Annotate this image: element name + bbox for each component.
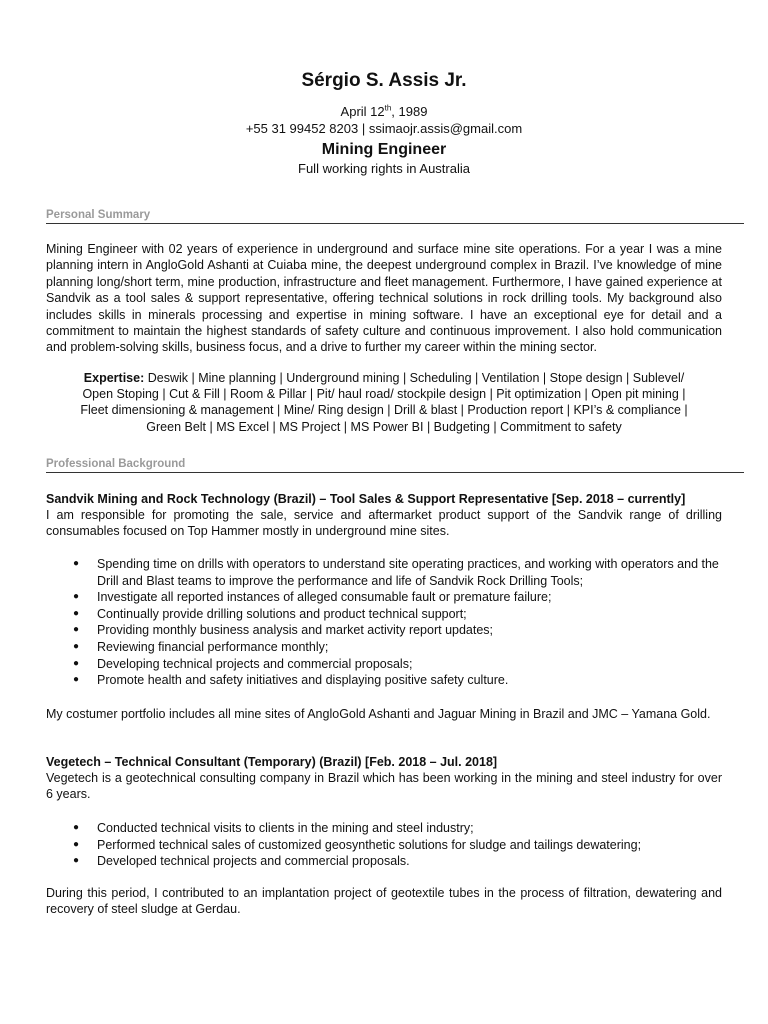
list-item-text: Investigate all reported instances of alleged consumable fault or premature failure; [97,590,552,605]
list-item [46,606,724,623]
bullet-icon: ● [73,640,80,652]
dob-year: , 1989 [391,104,428,119]
list-item-text: Developing technical projects and commercial proposals; [97,656,413,671]
dob-month-day: April 12 [340,104,385,119]
list-item-text: Conducted technical visits to clients in the mining and steel industry; [97,821,474,835]
list-item-text: Providing monthly business analysis and market activity report updates; [97,623,494,638]
job-bullets-sandvik [46,556,724,689]
job-bullets-vegetech [46,820,724,870]
list-item-text: Developed technical projects and commercial proposals. [97,854,410,869]
bullet-icon: ● [73,607,80,619]
list-item-text: Spending time on drills with operators to understand site operating practices, and working with operators and the Drill and Blast teams to improve the performance and life of Sandvik Rock Drilling Tools; [97,557,719,588]
bullet-icon: ● [73,822,80,833]
resume-header [0,68,768,178]
bullet-icon: ● [73,674,80,686]
dob-suffix: th [384,103,392,113]
job-outro-sandvik: My costumer portfolio includes all mine sites of AngloGold Ashanti and Jaguar Mining in Brazil and JMC – Yamana Gold. [46,707,711,721]
list-item [46,820,724,837]
expertise-items: Deswik | Mine planning | Underground mining | Scheduling | Ventilation | Stope design | Sublevel/ Open Stoping | Cut & Fill | Room & Pillar | Pit/ haul road/ stockpile design | Pit optimization | Open pit mining | Fleet dimensioning & management | Mine/ Ring design | Drill & blast | Production report | KPI’s & compliance | Green Belt | MS Excel | MS Project | MS Power BI | Budgeting | Commitment to safety [80,371,688,434]
bullet-icon: ● [73,624,80,636]
summary-paragraph: Mining Engineer with 02 years of experience in underground and surface mine site operations. For a year I was a mine planning intern in AngloGold Ashanti at Cuiaba mine, the deepest underground complex in Brazil. I’ve knowledge of mine planning long/short term, mine production, infrastructure and fleet management. Furthermore, I have gained experience at Sandvik as a tool sales & support representative, offering technical solutions in rock drilling tools. My background also includes skills in minerals processing and expertise in mining software. I have an exceptional eye for detail and a commitment to maintain the highest standards of safety culture and continuous improvement. I also hold communication and problem-solving skills, business focus, and a drive to further my career within the mining sector. [46,242,722,355]
list-item-text: Performed technical sales of customized geosynthetic solutions for sludge and tailings dewatering; [97,837,642,852]
contact-info: +55 31 99452 8203 | ssimaojr.assis@gmail.com [245,121,523,136]
list-item [46,556,724,589]
bullet-icon: ● [73,591,80,603]
date-of-birth [0,104,768,120]
list-item [46,672,724,689]
bullet-icon: ● [73,558,80,569]
section-title-professional-background: Professional Background [46,457,744,473]
candidate-name: Sérgio S. Assis Jr. [301,70,467,91]
job-role: Mining Engineer [321,141,447,158]
work-rights: Full working rights in Australia [298,161,470,176]
list-item [46,622,724,639]
list-item [46,589,724,606]
list-item-text: Reviewing financial performance monthly; [97,639,329,654]
list-item [46,853,724,870]
bullet-icon: ● [73,657,80,669]
list-item [46,639,724,656]
job-intro-sandvik: I am responsible for promoting the sale, service and aftermarket product support of the Sandvik range of drilling consumables focused on Top Hammer mostly in underground mine sites. [46,508,722,539]
list-item [46,656,724,673]
job-title-sandvik: Sandvik Mining and Rock Technology (Brazil) – Tool Sales & Support Representative [Sep. 2018 – currently] [46,492,686,506]
job-title-vegetech: Vegetech – Technical Consultant (Temporary) (Brazil) [Feb. 2018 – Jul. 2018] [46,755,498,769]
list-item [46,837,724,854]
list-item-text: Promote health and safety initiatives and displaying positive safety culture. [97,673,509,688]
bullet-icon: ● [73,838,80,850]
job-outro-vegetech: During this period, I contributed to an implantation project of geotextile tubes in the process of filtration, dewatering and recovery of steel sludge at Gerdau. [46,886,722,917]
job-intro-vegetech: Vegetech is a geotechnical consulting company in Brazil which has been working in the mining and steel industry for over 6 years. [46,771,722,802]
bullet-icon: ● [73,855,80,867]
expertise-label: Expertise: [83,371,145,385]
section-title-personal-summary: Personal Summary [46,208,744,224]
list-item-text: Continually provide drilling solutions and product technical support; [97,606,467,621]
expertise-list [70,370,698,435]
